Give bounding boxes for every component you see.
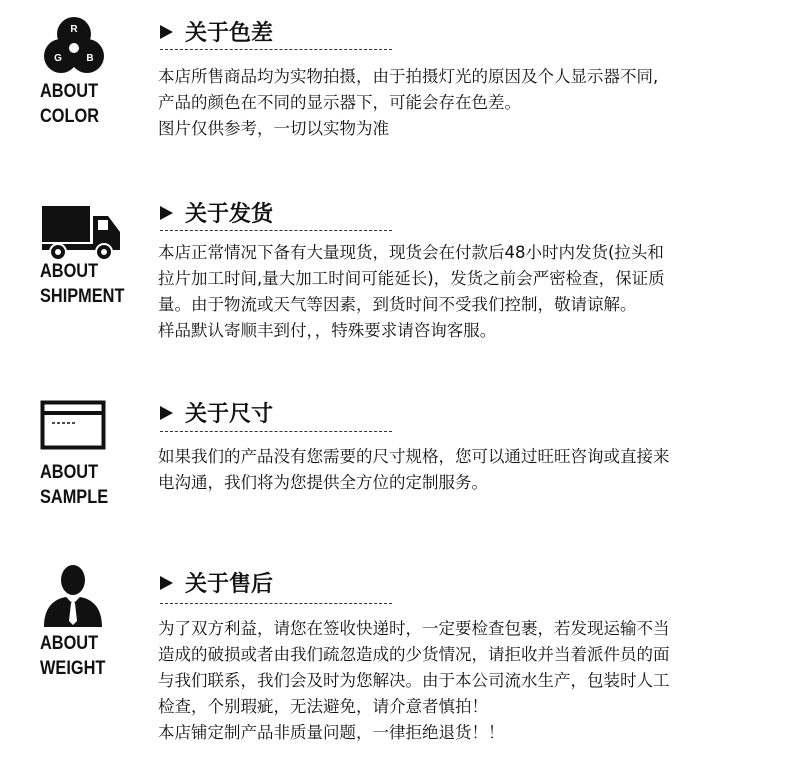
icon-block-sample <box>40 400 130 510</box>
icon-block-color <box>40 12 130 129</box>
section-title: 关于发货 <box>185 202 274 227</box>
triangle-bullet-icon <box>160 576 173 590</box>
body-line: 与我们联系，我们会及时为您解决。由于本公司流水生产，包装时人工 <box>158 671 670 690</box>
body-line: 本店正常情况下备有大量现货，现货会在付款后48小时内发货(拉头和 <box>158 243 664 262</box>
letter-g: G <box>54 53 62 64</box>
body-line: 为了双方利益，请您在签收快递时，一定要检查包裹，若发现运输不当 <box>158 619 670 638</box>
icon-block-weight <box>40 563 130 681</box>
dashed-divider <box>160 431 392 432</box>
body-line: 检查，个别瑕疵，无法避免，请介意者慎拍！ <box>158 697 488 716</box>
triangle-bullet-icon <box>160 206 173 220</box>
section-title: 关于尺寸 <box>185 402 274 427</box>
caption-line-2: COLOR <box>40 106 100 127</box>
dashed-divider <box>160 49 392 50</box>
body-line: 拉片加工时间,量大加工时间可能延长)，发货之前会严密检查，保证质 <box>158 269 665 288</box>
body-line: 样品默认寄顺丰到付，，特殊要求请咨询客服。 <box>158 321 497 340</box>
letter-r: R <box>70 24 78 35</box>
body-line: 造成的破损或者由我们疏忽造成的少货情况，请拒收并当着派件员的面 <box>158 645 670 664</box>
section-heading <box>160 567 273 598</box>
body-line: 本店所售商品均为实物拍摄，由于拍摄灯光的原因及个人显示器不同, <box>158 67 659 86</box>
caption-line-1: ABOUT <box>40 462 99 483</box>
caption-line-2: SHIPMENT <box>40 286 125 307</box>
section-body <box>158 616 670 746</box>
body-line: 本店铺定制产品非质量问题，一律拒绝退货！！ <box>158 723 505 742</box>
body-line: 电沟通，我们将为您提供全方位的定制服务。 <box>158 473 488 492</box>
body-line: 如果我们的产品没有您需要的尺寸规格，您可以通过旺旺咨询或直接来 <box>158 447 670 466</box>
section-body <box>158 240 665 344</box>
card-window-icon <box>40 400 106 450</box>
section-body <box>158 64 658 142</box>
section-title: 关于售后 <box>185 572 274 597</box>
caption-line-2: SAMPLE <box>40 487 109 508</box>
section-title: 关于色差 <box>185 21 274 46</box>
body-line: 图片仅供参考，一切以实物为准 <box>158 119 389 138</box>
section-heading <box>160 16 273 47</box>
triangle-bullet-icon <box>160 406 173 420</box>
caption-line-2: WEIGHT <box>40 658 106 679</box>
section-body <box>158 444 670 496</box>
letter-b: B <box>86 53 94 64</box>
dashed-divider <box>160 230 392 231</box>
section-heading <box>160 397 273 428</box>
body-line: 量。由于物流或天气等因素，到货时间不受我们控制，敬请谅解。 <box>158 295 637 314</box>
caption-line-1: ABOUT <box>40 633 99 654</box>
body-line: 产品的颜色在不同的显示器下，可能会存在色差。 <box>158 93 521 112</box>
caption-line-1: ABOUT <box>40 261 99 282</box>
caption-line-1: ABOUT <box>40 81 99 102</box>
dashed-divider <box>160 603 392 604</box>
section-heading <box>160 197 273 228</box>
rgb-circles-icon <box>42 12 106 76</box>
truck-icon <box>40 204 124 262</box>
person-tie-icon <box>40 563 106 627</box>
triangle-bullet-icon <box>160 25 173 39</box>
icon-block-shipment <box>40 204 130 309</box>
